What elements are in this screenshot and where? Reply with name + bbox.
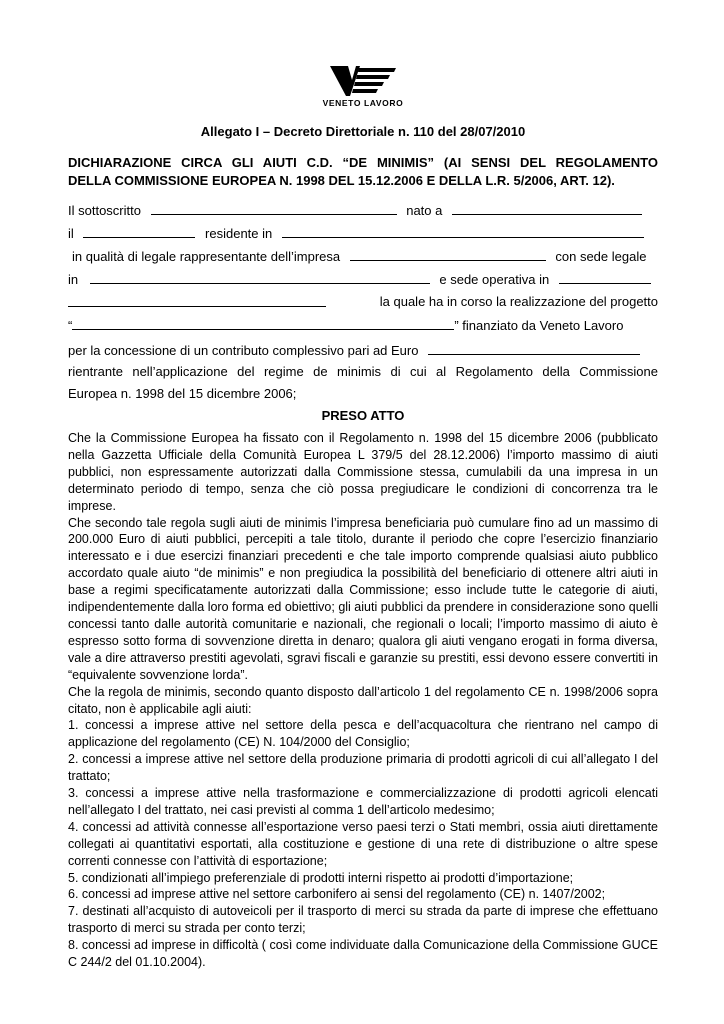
list-item: 7. destinati all’acquisto di autoveicoli per il trasporto di merci su strada da parte di imprese che effettuano trasporto di merci su strada per conto terzi; bbox=[68, 904, 658, 936]
label-sottoscritto: Il sottoscritto bbox=[68, 203, 141, 218]
document-title: Allegato I – Decreto Direttoriale n. 110 del 28/07/2010 bbox=[200, 124, 526, 139]
logo-name: VENETO LAVORO bbox=[322, 98, 404, 108]
declaration-heading bbox=[68, 154, 658, 190]
form-line-regime bbox=[68, 364, 658, 380]
form-line-regolamento bbox=[68, 386, 658, 402]
field-sede-operativa-cont[interactable] bbox=[68, 294, 326, 307]
field-sede-operativa[interactable] bbox=[559, 271, 651, 284]
veneto-lavoro-logo-mark bbox=[330, 66, 396, 96]
form-line-name bbox=[68, 202, 658, 219]
form-line-birth bbox=[68, 225, 658, 242]
list-item: 3. concessi a imprese attive nella trasformazione e commercializzazione di prodotti agricoli elencati nell’allegato I del trattato, nei casi previsti al comma 1 dell’articolo medesimo; bbox=[68, 786, 658, 817]
open-quote: “ bbox=[68, 318, 73, 333]
list-item: 2. concessi a imprese attive nel settore della produzione primaria di prodotti agricoli di cui all’allegato I del trattato; bbox=[68, 752, 658, 784]
paragraph: Che la Commissione Europea ha fissato con il Regolamento n. 1998 del 15 dicembre 2006 (pubblicato nella Gazzetta Ufficiale della Comunità Europea L 379/5 del 28.12.2006) l’importo massimo di aiuti pubblici, non espressamente autorizzati dalla Commissione stessa, cumulabili da una impresa in un determinato periodo di tempo, senza che ciò possa pregiudicare le condizioni di concorrenza tra le imprese. bbox=[68, 431, 658, 513]
label-il: il bbox=[68, 226, 74, 241]
label-regime: rientrante nell’applicazione del regime de minimis di cui al Regolamento della Commissione bbox=[68, 364, 658, 379]
list-item: 1. concessi a imprese attive nel settore della pesca e dell’acquacoltura che rientrano nel campo di applicazione del regolamento (CE) N. 104/2000 del Consiglio; bbox=[68, 718, 658, 750]
veneto-lavoro-logo bbox=[318, 66, 408, 108]
label-regolamento: Europea n. 1998 del 15 dicembre 2006; bbox=[68, 386, 297, 401]
list-item: 6. concessi ad imprese attive nel settore carbonifero ai sensi del regolamento (CE) n. 1407/2002; bbox=[68, 887, 606, 902]
field-nato-a[interactable] bbox=[452, 202, 642, 215]
label-sede-legale: con sede legale bbox=[555, 249, 647, 264]
field-sottoscritto[interactable] bbox=[151, 202, 397, 215]
field-titolo-progetto[interactable] bbox=[72, 317, 454, 330]
label-progetto: la quale ha in corso la realizzazione del progetto bbox=[379, 294, 658, 309]
heading-line-2: DELLA COMMISSIONE EUROPEA N. 1998 DEL 15.12.2006 E DELLA L.R. 5/2006, ART. 12). bbox=[68, 173, 615, 188]
field-importo-euro[interactable] bbox=[428, 342, 640, 355]
label-sede-operativa: e sede operativa in bbox=[439, 272, 550, 287]
list-item: 5. condizionati all’impiego preferenziale di prodotti interni rispetto ai prodotti d’importazione; bbox=[68, 870, 574, 885]
form-line-company bbox=[68, 248, 658, 265]
field-sede-legale[interactable] bbox=[90, 271, 430, 284]
label-finanziato: ” finanziato da Veneto Lavoro bbox=[454, 318, 624, 333]
paragraph: Che la regola de minimis, secondo quanto disposto dall’articolo 1 del regolamento CE n. 1998/2006 sopra citato, non è applicabile agli aiuti: bbox=[68, 684, 658, 716]
form-line-project-title bbox=[68, 317, 658, 334]
list-item: 4. concessi ad attività connesse all’esportazione verso paesi terzi o Stati membri, ossia aiuti direttamente collegati ai quantitativi esportati, alla costituzione e gestione di una rete di distribuzione o altre spese correnti connesse con l’attività di esportazione; bbox=[68, 819, 658, 868]
label-residente-in: residente in bbox=[205, 226, 273, 241]
form-line-project bbox=[68, 294, 658, 310]
field-residenza[interactable] bbox=[282, 225, 644, 238]
label-legale-rappresentante: in qualità di legale rappresentante dell’impresa bbox=[72, 249, 341, 264]
label-in: in bbox=[68, 272, 79, 287]
field-data-nascita[interactable] bbox=[83, 225, 195, 238]
form-line-amount bbox=[68, 342, 658, 359]
list-item: 8. concessi ad imprese in difficoltà ( così come individuate dalla Comunicazione della Commissione GUCE C 244/2 del 01.10.2004). bbox=[68, 938, 658, 970]
label-contributo: per la concessione di un contributo complessivo pari ad Euro bbox=[68, 343, 419, 358]
label-nato-a: nato a bbox=[406, 203, 443, 218]
heading-line-1: DICHIARAZIONE CIRCA GLI AIUTI C.D. “DE MINIMIS” (AI SENSI DEL REGOLAMENTO bbox=[68, 155, 658, 170]
document-body bbox=[68, 430, 658, 971]
form-line-seat bbox=[68, 271, 658, 288]
paragraph: Che secondo tale regola sugli aiuti de minimis l’impresa beneficiaria può cumulare fino ad un massimo di 200.000 Euro di aiuti pubblici, percepiti a tale titolo, durante il periodo che copre l’esercizio finanziario interessato e i due esercizi finanziari precedenti e che tale importo comprende qualsiasi aiuto pubblico accordato quale aiuto “de minimis” e non pregiudica la possibilità del beneficiario di ottenere altri aiuti in base a regimi specificatamente autorizzati dalla Commissione; esso include tutte le categorie di aiuti, indipendentemente dalla loro forma ed obiettivo; gli aiuti pubblici da prendere in considerazione sono quelli concessi tanto dalle autorità comunitarie e nazionali, che regionali o locali; l’importo massimo di aiuto è espresso sotto forma di sovvenzione diretta in denaro; qualora gli aiuti vengano erogati in forma diversa, vale a dire attraverso prestiti agevolati, sgravi fiscali e garanzie su prestiti, essi devono essere convertiti in “equivalente sovvenzione lorda”. bbox=[68, 515, 658, 682]
field-impresa[interactable] bbox=[350, 248, 546, 261]
section-heading-preso-atto: PRESO ATTO bbox=[321, 408, 405, 423]
